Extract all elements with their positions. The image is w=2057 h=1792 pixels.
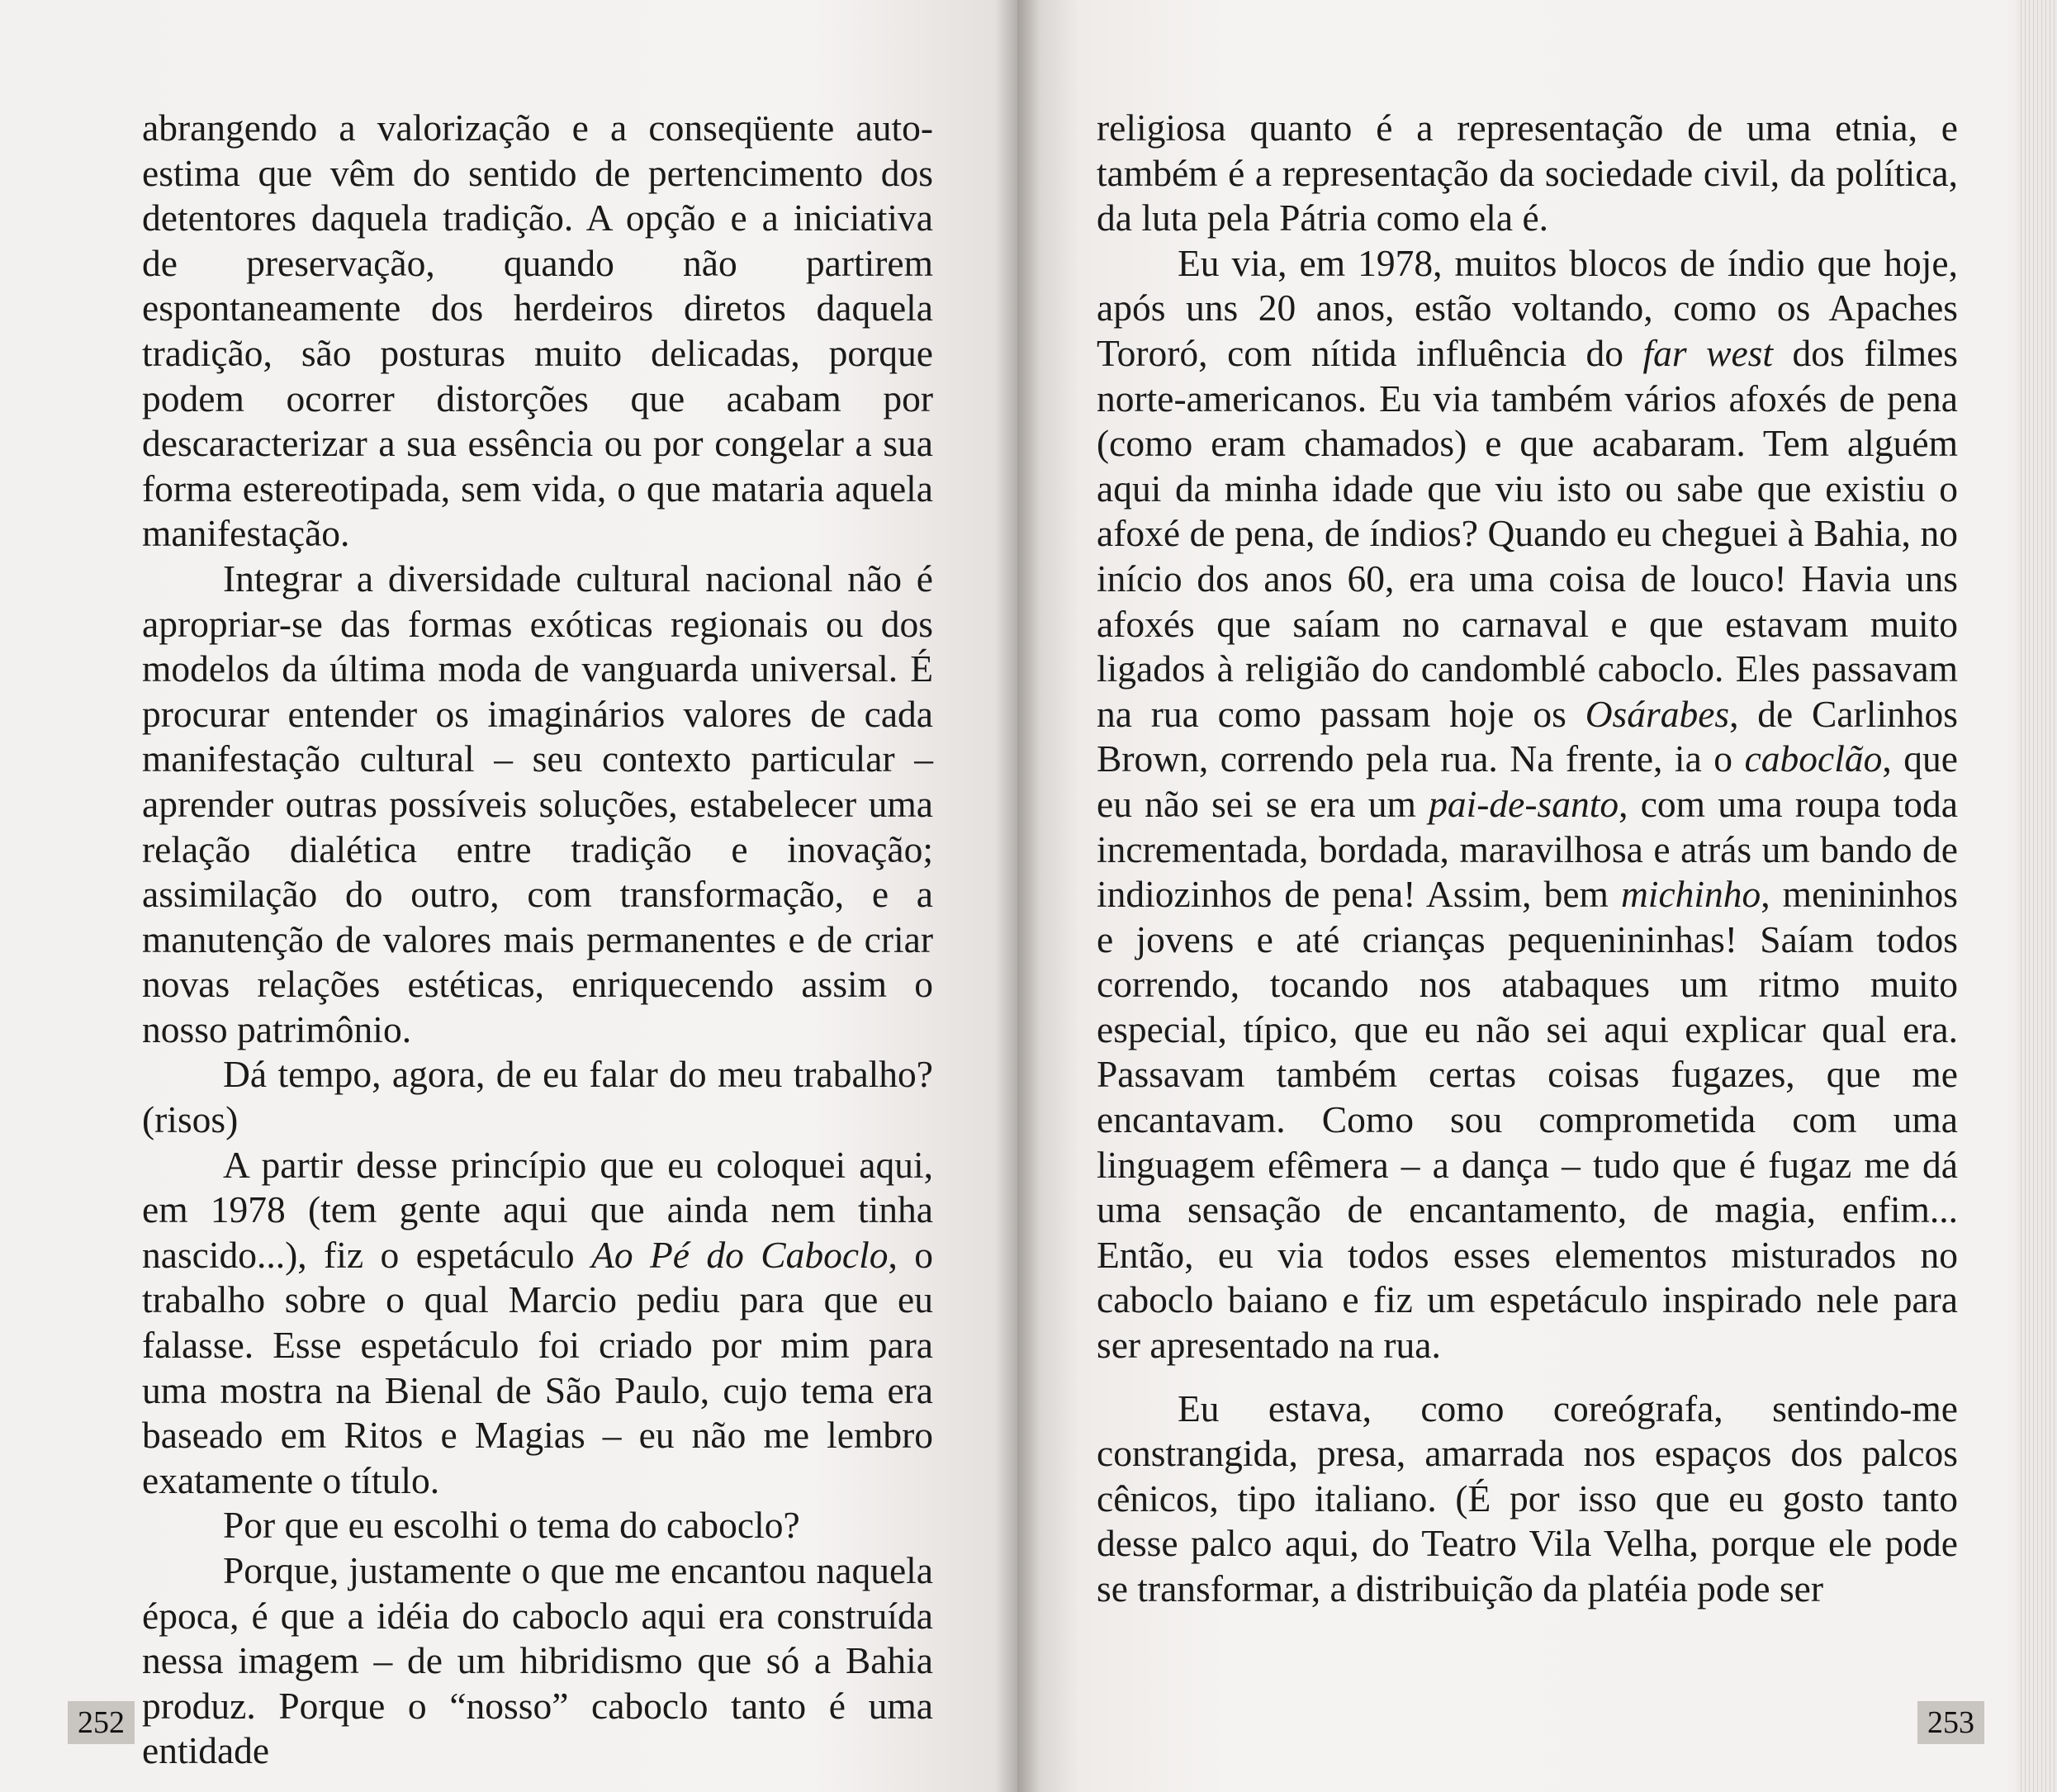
left-page	[0, 0, 1017, 1792]
book-gutter	[995, 0, 1040, 1792]
paragraph: abrangendo a valorização e a conseqüente auto-estima que vêm do sentido de pertencimento dos detentores daquela tradição. A opção e a iniciativa de preservação, quando não partirem espontaneamente dos herdeiros diretos daquela tradição, são posturas muito delicadas, porque podem ocorrer distorções que acabam por descaracterizar a sua essência ou por congelar a sua forma estereotipada, sem vida, o que mataria aquela manifestação.	[142, 107, 933, 555]
paragraph: A partir desse princípio que eu coloquei aqui, em 1978 (tem gente aqui que ainda nem tinha nascido...), fiz o espetáculo Ao Pé do Caboclo, o trabalho sobre o qual Marcio pediu para que eu falasse. Esse espetáculo foi criado por mim para uma mostra na Bienal de São Paulo, cujo tema era baseado em Ritos e Magias – eu não me lembro exatamente o título.	[142, 1143, 933, 1501]
right-page	[1017, 0, 2057, 1792]
page-edges	[2017, 0, 2057, 1792]
left-page-text	[142, 106, 933, 1774]
paragraph: Eu via, em 1978, muitos blocos de índio que hoje, após uns 20 anos, estão voltando, como os Apaches Tororó, com nítida influência do far west dos filmes norte-americanos. Eu via também vários afoxés de pena (como eram chamados) e que acabaram. Tem alguém aqui da minha idade que viu isto ou sabe que existiu o afoxé de pena, de índios? Quando eu cheguei à Bahia, no início dos anos 60, era uma coisa de louco! Havia uns afoxés que saíam no carnaval e que estavam muito ligados à religião do candomblé caboclo. Eles passavam na rua como passam hoje os Osárabes, de Carlinhos Brown, correndo pela rua. Na frente, ia o caboclão, que eu não sei se era um pai-de-santo, com uma roupa toda incrementada, bordada, maravilhosa e atrás um bando de indiozinhos de pena! Assim, bem michinho, menininhos e jovens e até crianças pequenininhas! Saíam todos correndo, tocando nos atabaques um ritmo muito especial, típico, que eu não sei aqui explicar qual era. Passavam também certas coisas fugazes, que me encantavam. Como sou comprometida com uma linguagem efêmera – a dança – tudo que é fugaz me dá uma sensação de encantamento, de magia, enfim... Então, eu via todos esses elementos misturados no caboclo baiano e fiz um espetáculo inspirado nele para ser apresentado na rua.	[1097, 241, 1959, 1367]
paragraph: Porque, justamente o que me encantou naquela época, é que a idéia do caboclo aqui era construída nessa imagem – de um hibridismo que só a Bahia produz. Porque o “nosso” caboclo tanto é uma entidade	[142, 1549, 933, 1772]
paragraph: Dá tempo, agora, de eu falar do meu trabalho? (risos)	[142, 1053, 933, 1141]
paragraph: religiosa quanto é a representação de uma etnia, e também é a representação da sociedade civil, da política, da luta pela Pátria como ela é.	[1097, 107, 1958, 239]
right-page-text	[1097, 106, 1958, 1612]
paragraph: Por que eu escolhi o tema do caboclo?	[223, 1504, 800, 1547]
paragraph: Eu estava, como coreógrafa, sentindo-me constrangida, presa, amarrada nos espaços dos palcos cênicos, tipo italiano. (É por isso que eu gosto tanto desse palco aqui, do Teatro Vila Velha, porque ele pode se transformar, a distribuição da platéia pode ser	[1097, 1387, 1958, 1609]
page-number-left: 252	[68, 1701, 135, 1744]
paragraph: Integrar a diversidade cultural nacional não é apropriar-se das formas exóticas regionais ou dos modelos da última moda de vanguarda universal. É procurar entender os imaginários valores de cada manifestação cultural – seu contexto particular – aprender outras possíveis soluções, estabelecer uma relação dialética entre tradição e inovação; assimilação do outro, com transformação, e a manutenção de valores mais permanentes e de criar novas relações estéticas, enriquecendo assim o nosso patrimônio.	[142, 557, 933, 1050]
page-number-right: 253	[1917, 1701, 1984, 1744]
